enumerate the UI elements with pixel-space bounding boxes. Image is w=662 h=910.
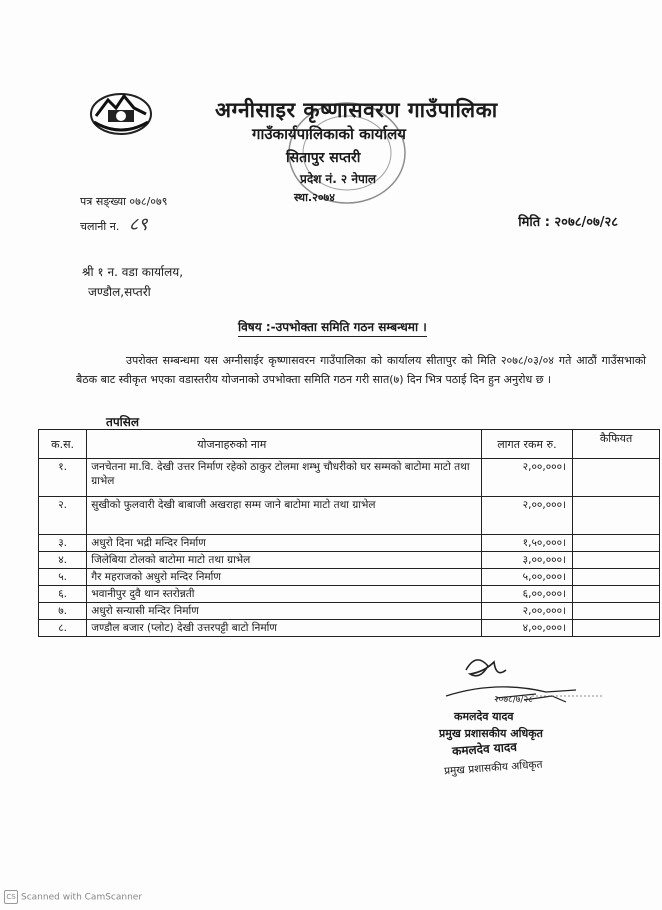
office-location: सितापुर सप्तरी	[286, 150, 361, 166]
row-remarks	[573, 586, 660, 603]
row-amount: ४,००,०००।	[481, 620, 572, 637]
row-remarks	[573, 459, 660, 497]
patra-sankhya: पत्र सङ्ख्या ०७८/०७९	[80, 195, 168, 208]
row-amount: २,००,०००।	[481, 497, 572, 535]
table-row	[39, 459, 660, 497]
projects-table	[38, 429, 660, 637]
col-header-sn: क.स.	[39, 430, 87, 459]
signature-date: २०७८/७/२८	[494, 695, 533, 705]
stamp-title: प्रमुख प्रशासकीय अधिकृत	[443, 758, 543, 778]
watermark-text: Scanned with CamScanner	[21, 892, 143, 903]
row-name: सुखीको फुलवारी देखी बाबाजी अखराहा सम्म जाने बाटोमा माटो तथा ग्राभेल	[87, 497, 482, 535]
row-remarks	[573, 535, 660, 552]
row-sn: ३.	[39, 535, 87, 552]
scanner-watermark	[4, 890, 142, 904]
camscanner-icon: CS	[4, 890, 18, 904]
signatory-title: प्रमुख प्रशासकीय अधिकृत	[439, 727, 543, 740]
table-row	[39, 497, 660, 535]
recipient-line-2: जण्डौल,सप्तरी	[88, 285, 151, 299]
recipient-line-1: श्री १ न. वडा कार्यालय,	[82, 265, 184, 279]
row-sn: ४.	[39, 552, 87, 569]
handwritten-signature	[436, 650, 606, 710]
row-remarks	[573, 603, 660, 620]
row-amount: १,५०,०००।	[481, 535, 572, 552]
row-remarks	[573, 552, 660, 569]
table-row	[39, 620, 660, 637]
col-header-remarks: कैफियत	[573, 430, 660, 459]
row-name: भवानीपुर दुवै थान स्तरोन्नती	[87, 586, 482, 603]
row-sn: १.	[39, 459, 87, 497]
table-row	[39, 552, 660, 569]
chalani-number: ८९	[128, 214, 148, 235]
row-name: अधुरो दिना भद्री मन्दिर निर्माण	[87, 535, 482, 552]
col-header-amount: लागत रकम रु.	[481, 430, 572, 459]
office-name: गाउँकार्यपालिकाको कार्यालय	[252, 125, 407, 143]
stamp-name: कमलदेव यादव	[451, 739, 518, 759]
row-amount: ६,००,०००।	[481, 586, 572, 603]
municipality-name: अग्नीसाइर कृष्णासवरण गाउँपालिका	[215, 98, 498, 122]
letter-subject: विषय :-उपभोक्ता समिति गठन सम्बन्धमा ।	[238, 318, 427, 337]
row-name: अधुरो सन्यासी मन्दिर निर्माण	[87, 603, 482, 620]
row-sn: ८.	[39, 620, 87, 637]
row-amount: २,००,०००।	[481, 459, 572, 497]
row-sn: २.	[39, 497, 87, 535]
established-line: स्था.२०७४	[294, 191, 335, 204]
row-name: जनचेतना मा.वि. देखी उत्तर निर्माण रहेको ठाकुर टोलमा शम्भु चौधरीको घर सम्मको बाटोमा माटो तथा ग्राभेल	[87, 459, 482, 497]
table-header-row	[39, 430, 660, 459]
table-row	[39, 603, 660, 620]
letter-body: उपरोक्त सम्बन्धमा यस अग्नीसाईर कृष्णासवरन गाउँपालिका को कार्यालय सीतापुर को मिति २०७८/०३/०४ गते आठौं गाउँसभाको बैठक बाट स्वीकृत भएका वडास्तरीय योजनाको उपभोक्ता समिति गठन गरी सात(७) दिन भित्र पठाई दिन हुन अनुरोध छ ।	[76, 354, 646, 386]
row-remarks	[573, 620, 660, 637]
table-row	[39, 586, 660, 603]
table-row	[39, 535, 660, 552]
row-amount: ५,००,०००।	[481, 569, 572, 586]
table-title: तपसिल	[106, 415, 140, 429]
row-name: जण्डौल बजार (प्लोट) देखी उत्तरपट्टी बाटो निर्माण	[87, 620, 482, 637]
row-name: जिलेबिया टोलको बाटोमा माटो तथा ग्राभेल	[87, 552, 482, 569]
chalani-line	[80, 212, 148, 236]
province-line: प्रदेश नं. २ नेपाल	[300, 172, 377, 186]
row-sn: ६.	[39, 586, 87, 603]
row-amount: २,००,०००।	[481, 603, 572, 620]
row-name: गैर महराजको अधुरो मन्दिर निर्माण	[87, 569, 482, 586]
col-header-name: योजनाहरुको नाम	[87, 430, 482, 459]
chalani-label: चलानी न.	[80, 220, 120, 233]
row-sn: ५.	[39, 569, 87, 586]
table-row	[39, 569, 660, 586]
letter-date: मिति : २०७८/०७/२८	[518, 215, 618, 230]
signatory-name: कमलदेव यादव	[454, 710, 514, 723]
row-remarks	[573, 497, 660, 535]
government-emblem-icon	[88, 86, 154, 136]
row-sn: ७.	[39, 603, 87, 620]
row-amount: ३,००,०००।	[481, 552, 572, 569]
row-remarks	[573, 569, 660, 586]
